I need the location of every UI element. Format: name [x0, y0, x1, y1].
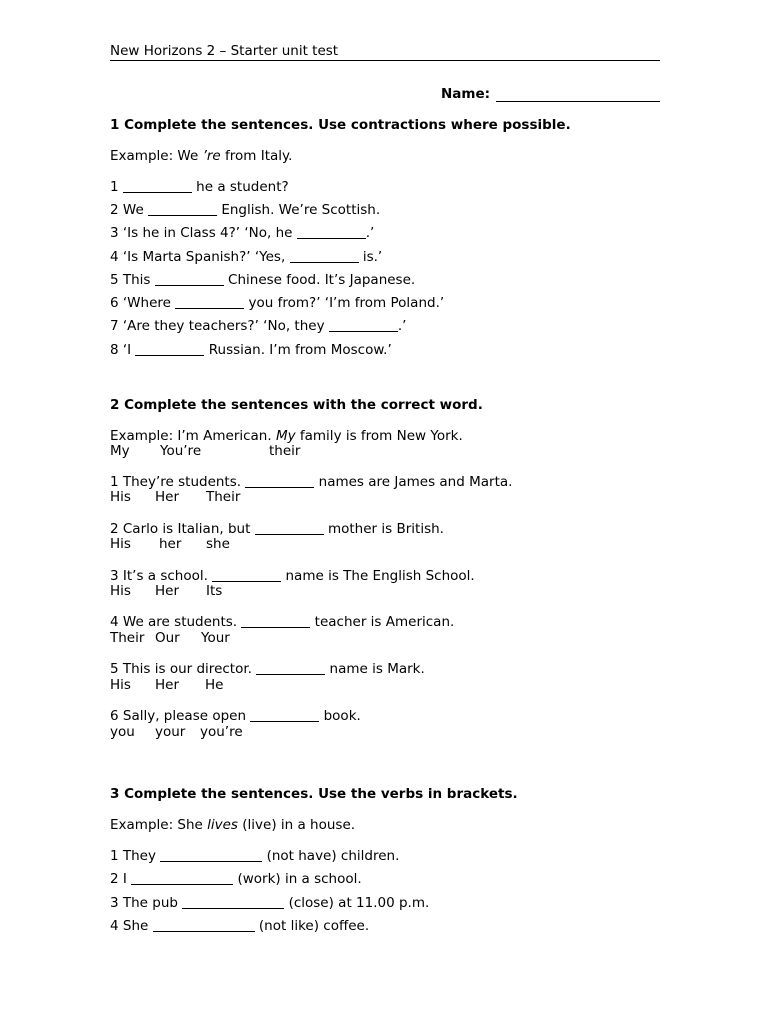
section3-heading: 3 Complete the sentences. Use the verbs in brackets. [110, 786, 518, 802]
document-header [110, 43, 660, 61]
section1-item: 8 ‘I Russian. I’m from Moscow.’ [110, 342, 392, 358]
section2-heading: 2 Complete the sentences with the correct word. [110, 397, 483, 413]
section2-example: Example: I’m American. My family is from New York. [110, 428, 463, 444]
answer-blank[interactable] [256, 661, 325, 675]
word-options: you your you’re [110, 724, 243, 740]
answer-blank[interactable] [131, 871, 233, 885]
answer-blank[interactable] [123, 179, 192, 193]
answer-blank[interactable] [212, 568, 281, 582]
name-field [441, 86, 660, 102]
section1-heading: 1 Complete the sentences. Use contractions where possible. [110, 117, 571, 133]
word-options: His Her Their [110, 489, 241, 505]
name-blank[interactable] [496, 87, 660, 102]
answer-blank[interactable] [175, 295, 244, 309]
section2-item: 4 We are students. teacher is American. [110, 614, 455, 630]
section1-item: 3 ‘Is he in Class 4?’ ‘No, he .’ [110, 225, 375, 241]
section1-item: 2 We English. We’re Scottish. [110, 202, 381, 218]
answer-blank[interactable] [255, 521, 324, 535]
section2-item: 5 This is our director. name is Mark. [110, 661, 425, 677]
answer-blank[interactable] [329, 318, 398, 332]
word-options: His Her Its [110, 583, 223, 599]
word-options: His Her He [110, 677, 224, 693]
section1-item: 4 ‘Is Marta Spanish?’ ‘Yes, is.’ [110, 249, 383, 265]
answer-blank[interactable] [153, 918, 255, 932]
word-options: Their Our Your [110, 630, 230, 646]
section1-item: 5 This Chinese food. It’s Japanese. [110, 272, 416, 288]
section2-example-options: My You’re their [110, 443, 301, 459]
answer-blank[interactable] [148, 202, 217, 216]
section2-item: 2 Carlo is Italian, but mother is British. [110, 521, 444, 537]
answer-blank[interactable] [250, 708, 319, 722]
section3-example: Example: She lives (live) in a house. [110, 817, 356, 833]
section2-item: 6 Sally, please open book. [110, 708, 361, 724]
name-label: Name: [440, 86, 490, 102]
section1-item: 7 ‘Are they teachers?’ ‘No, they .’ [110, 318, 407, 334]
word-options: His her she [110, 536, 230, 552]
section1-item: 1 he a student? [110, 179, 289, 195]
section3-item: 1 They (not have) children. [110, 848, 400, 864]
section3-item: 2 I (work) in a school. [110, 871, 362, 887]
answer-blank[interactable] [155, 272, 224, 286]
section1-item: 6 ‘Where you from?’ ‘I’m from Poland.’ [110, 295, 445, 311]
document-title: New Horizons 2 – Starter unit test [110, 43, 339, 59]
answer-blank[interactable] [245, 474, 314, 488]
section1-example: Example: We ’re from Italy. [110, 148, 293, 164]
section3-item: 4 She (not like) coffee. [110, 918, 370, 934]
answer-blank[interactable] [135, 342, 204, 356]
answer-blank[interactable] [241, 614, 310, 628]
section3-item: 3 The pub (close) at 11.00 p.m. [110, 895, 430, 911]
answer-blank[interactable] [182, 895, 284, 909]
section2-item: 3 It’s a school. name is The English School. [110, 568, 475, 584]
answer-blank[interactable] [160, 848, 262, 862]
answer-blank[interactable] [290, 249, 359, 263]
answer-blank[interactable] [297, 225, 366, 239]
section2-item: 1 They’re students. names are James and Marta. [110, 474, 513, 490]
